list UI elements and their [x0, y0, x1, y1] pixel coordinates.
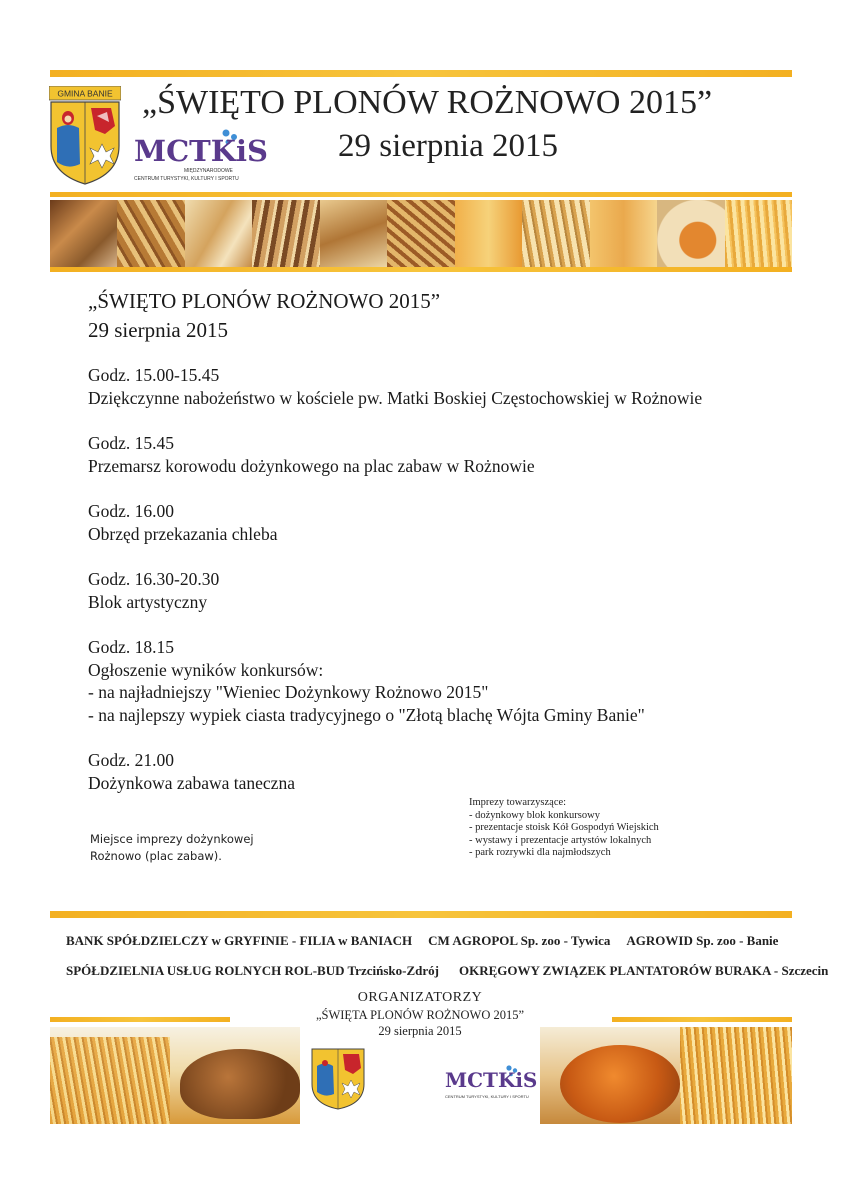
side-event-item: - park rozrywki dla najmłodszych [469, 847, 611, 859]
sponsor-name: AGROWID Sp. zoo - Banie [626, 933, 779, 948]
event-item [88, 500, 788, 545]
header-title: „ŚWIĘTO PLONÓW ROŻNOWO 2015” [142, 84, 713, 121]
logo-wordmark: MCTKiS [134, 134, 268, 168]
logo-subtitle: MIĘDZYNARODOWE [184, 168, 233, 174]
wheat-bread-photo-left [50, 1027, 300, 1124]
header-date: 29 sierpnia 2015 [338, 128, 558, 164]
organizers-heading: ORGANIZATORZY [357, 990, 483, 1005]
event-schedule [88, 364, 788, 817]
strip-bottom-bar [50, 267, 792, 272]
event-description: - na najładniejszy "Wieniec Dożynkowy Rożnowo 2015" [88, 682, 489, 702]
photo-field-3 [725, 200, 792, 267]
event-time: Godz. 21.00 [88, 750, 175, 770]
photo-field-2 [590, 200, 657, 267]
event-description: Blok artystyczny [88, 591, 208, 612]
program-date: 29 sierpnia 2015 [88, 318, 228, 342]
program-title: „ŚWIĘTO PLONÓW ROŻNOWO 2015” [88, 289, 441, 313]
mctkis-logo-small [445, 1064, 538, 1108]
photo-bread-2 [185, 200, 252, 267]
organizers-title: „ŚWIĘTA PLONÓW ROŻNOWO 2015” [315, 1008, 525, 1022]
event-item [88, 364, 788, 409]
event-item [88, 432, 788, 477]
event-description: Dziękczynne nabożeństwo w kościele pw. Matki Boskiej Częstochowskiej w Rożnowie [88, 387, 703, 408]
bottom-gold-bar [50, 1017, 230, 1022]
logo-subtitle-2: CENTRUM TURYSTYKI, KULTURY I SPORTU [134, 176, 239, 182]
photo-wheat-1 [117, 200, 184, 267]
organizers-date: 29 sierpnia 2015 [378, 1024, 462, 1038]
side-event-item: - prezentacje stoisk Kół Gospodyń Wiejskich [469, 822, 659, 834]
gmina-banie-crest-icon [49, 86, 121, 185]
side-event-item: - dożynkowy blok konkursowy [469, 809, 600, 821]
event-item [88, 636, 788, 726]
sponsor-name: SPÓŁDZIELNIA USŁUG ROLNYCH ROL-BUD Trzcińsko-Zdrój [66, 963, 439, 978]
event-description: Obrzęd przekazania chleba [88, 523, 278, 544]
photo-bread-3 [320, 200, 387, 267]
sponsors-gold-bar [50, 911, 792, 918]
event-time: Godz. 15.45 [88, 433, 175, 453]
side-event-item: - wystawy i prezentacje artystów lokalnych [469, 834, 652, 846]
venue-line: Rożnowo (plac zabaw). [90, 849, 222, 863]
photo-field-1 [455, 200, 522, 267]
wheat-bread-photo-right [540, 1027, 792, 1124]
side-events [469, 797, 659, 860]
event-item [88, 568, 788, 613]
sponsors-row-2 [50, 963, 829, 979]
photo-wheat-2 [387, 200, 454, 267]
event-time: Godz. 18.15 [88, 637, 175, 657]
event-description: - na najlepszy wypiek ciasta tradycyjnego o "Złotą blachę Wójta Gminy Banie" [88, 704, 645, 725]
gmina-banie-crest-small-icon [311, 1048, 365, 1110]
sponsor-name: BANK SPÓŁDZIELCZY w GRYFINIE - FILIA w BANIACH [66, 933, 413, 948]
photo-bread-basket [657, 200, 724, 267]
event-description: Przemarsz korowodu dożynkowego na plac zabaw w Rożnowie [88, 455, 535, 476]
sponsor-name: CM AGROPOL Sp. zoo - Tywica [428, 933, 611, 948]
event-item [88, 749, 788, 794]
svg-text:GMINA BANIE: GMINA BANIE [57, 88, 113, 99]
photo-grain-1 [252, 200, 319, 267]
event-time: Godz. 16.00 [88, 501, 175, 521]
top-gold-bar [50, 70, 792, 77]
logo-wordmark-small: MCTKiS [445, 1068, 538, 1092]
photo-wheat-3 [522, 200, 589, 267]
event-time: Godz. 15.00-15.45 [88, 365, 220, 385]
event-description: Dożynkowa zabawa taneczna [88, 772, 295, 793]
venue-line: Miejsce imprezy dożynkowej [90, 832, 254, 846]
sponsors-row-1 [50, 933, 792, 949]
photo-bread-1 [50, 200, 117, 267]
strip-top-bar [50, 192, 792, 197]
event-time: Godz. 16.30-20.30 [88, 569, 220, 589]
venue-info [90, 831, 254, 865]
bottom-gold-bar-right [612, 1017, 792, 1022]
bread-grain-photo-strip [50, 200, 792, 267]
mctkis-logo [134, 128, 268, 184]
event-description: Ogłoszenie wyników konkursów: [88, 659, 324, 680]
logo-subtitle-small: CENTRUM TURYSTYKI, KULTURY I SPORTU [445, 1094, 529, 1099]
sponsor-name: OKRĘGOWY ZWIĄZEK PLANTATORÓW BURAKA - Szczecin [458, 963, 829, 978]
side-events-heading: Imprezy towarzyszące: [469, 797, 567, 808]
